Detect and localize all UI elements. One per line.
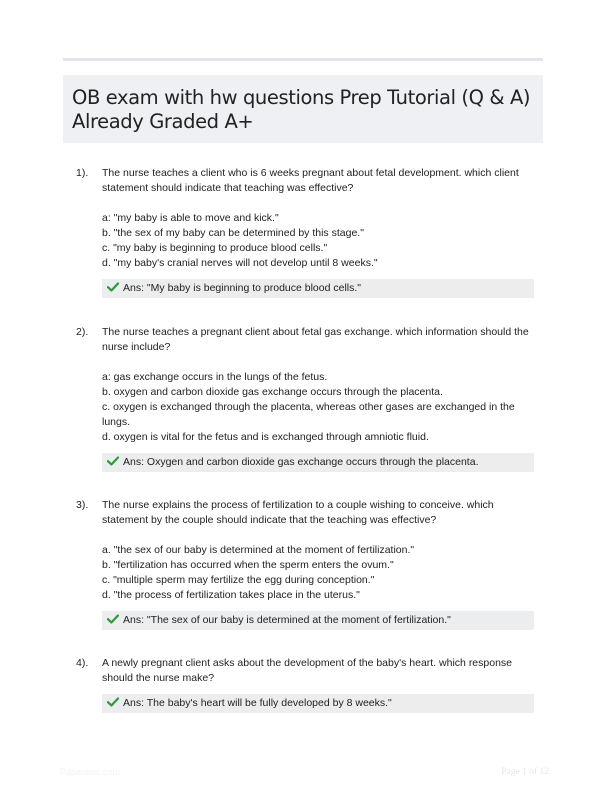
- answer-text: Ans: "My baby is beginning to produce blood cells.": [123, 282, 362, 294]
- title-banner: [63, 75, 543, 143]
- answer-text: Ans: The baby's heart will be fully developed by 8 weeks.": [123, 697, 392, 709]
- option-a: a: gas exchange occurs in the lungs of the fetus.: [102, 371, 328, 383]
- question-2: [76, 325, 534, 472]
- question-stem: The nurse explains the process of fertilization to a couple wishing to conceive. which statement by the couple should indicate that the teaching was effective?: [102, 499, 494, 526]
- option-b: b. "the sex of my baby can be determined by this stage.": [102, 227, 364, 239]
- answer-text: Ans: "The sex of our baby is determined at the moment of fertilization.": [123, 614, 451, 626]
- question-number: 3).: [76, 499, 89, 511]
- option-c: c. oxygen is exchanged through the placenta, whereas other gases are exchanged in the lungs.: [102, 401, 515, 428]
- option-list: [102, 543, 534, 603]
- question-3: [76, 498, 534, 630]
- question-4: [76, 656, 534, 713]
- check-icon: [107, 697, 119, 707]
- option-d: d. oxygen is vital for the fetus and is exchanged through amniotic fluid.: [102, 431, 429, 443]
- option-b: b. "fertilization has occurred when the sperm enters the ovum.": [102, 559, 394, 571]
- answer-box: [102, 611, 534, 630]
- option-c: c. "multiple sperm may fertilize the egg during conception.": [102, 574, 375, 586]
- option-a: a: "my baby is able to move and kick.": [102, 212, 279, 224]
- option-list: [102, 211, 534, 271]
- page-title: [72, 86, 533, 134]
- question-stem: The nurse teaches a pregnant client about fetal gas exchange. which information should the nurse include?: [102, 326, 529, 353]
- check-icon: [107, 614, 119, 624]
- page-number: Page 1 of 12: [501, 767, 549, 777]
- footer-watermark: Paperstoc.com: [60, 767, 121, 777]
- option-a: a. "the sex of our baby is determined at the moment of fertilization.": [102, 544, 415, 556]
- question-number: 1).: [76, 167, 89, 179]
- title-line-1: OB exam with hw questions Prep Tutorial (Q & A): [72, 86, 531, 109]
- title-line-2: Already Graded A+: [72, 110, 254, 133]
- question-stem: A newly pregnant client asks about the development of the baby's heart. which response should the nurse make?: [102, 657, 513, 684]
- question-stem: The nurse teaches a client who is 6 weeks pregnant about fetal development. which client statement should indicate that teaching was effective?: [102, 167, 519, 194]
- option-b: b. oxygen and carbon dioxide gas exchange occurs through the placenta.: [102, 386, 443, 398]
- option-c: c. "my baby is beginning to produce blood cells.": [102, 242, 328, 254]
- option-d: d. "my baby's cranial nerves will not develop until 8 weeks.": [102, 257, 378, 269]
- answer-text: Ans: Oxygen and carbon dioxide gas exchange occurs through the placenta.: [123, 456, 479, 468]
- question-1: [76, 166, 534, 298]
- top-divider: [63, 58, 543, 61]
- answer-box: [102, 453, 534, 472]
- option-d: d. "the process of fertilization takes place in the uterus.": [102, 589, 360, 601]
- answer-box: [102, 279, 534, 298]
- check-icon: [107, 282, 119, 292]
- option-list: [102, 370, 534, 445]
- check-icon: [107, 456, 119, 466]
- answer-box: [102, 694, 534, 713]
- question-number: 4).: [76, 657, 89, 669]
- question-number: 2).: [76, 326, 89, 338]
